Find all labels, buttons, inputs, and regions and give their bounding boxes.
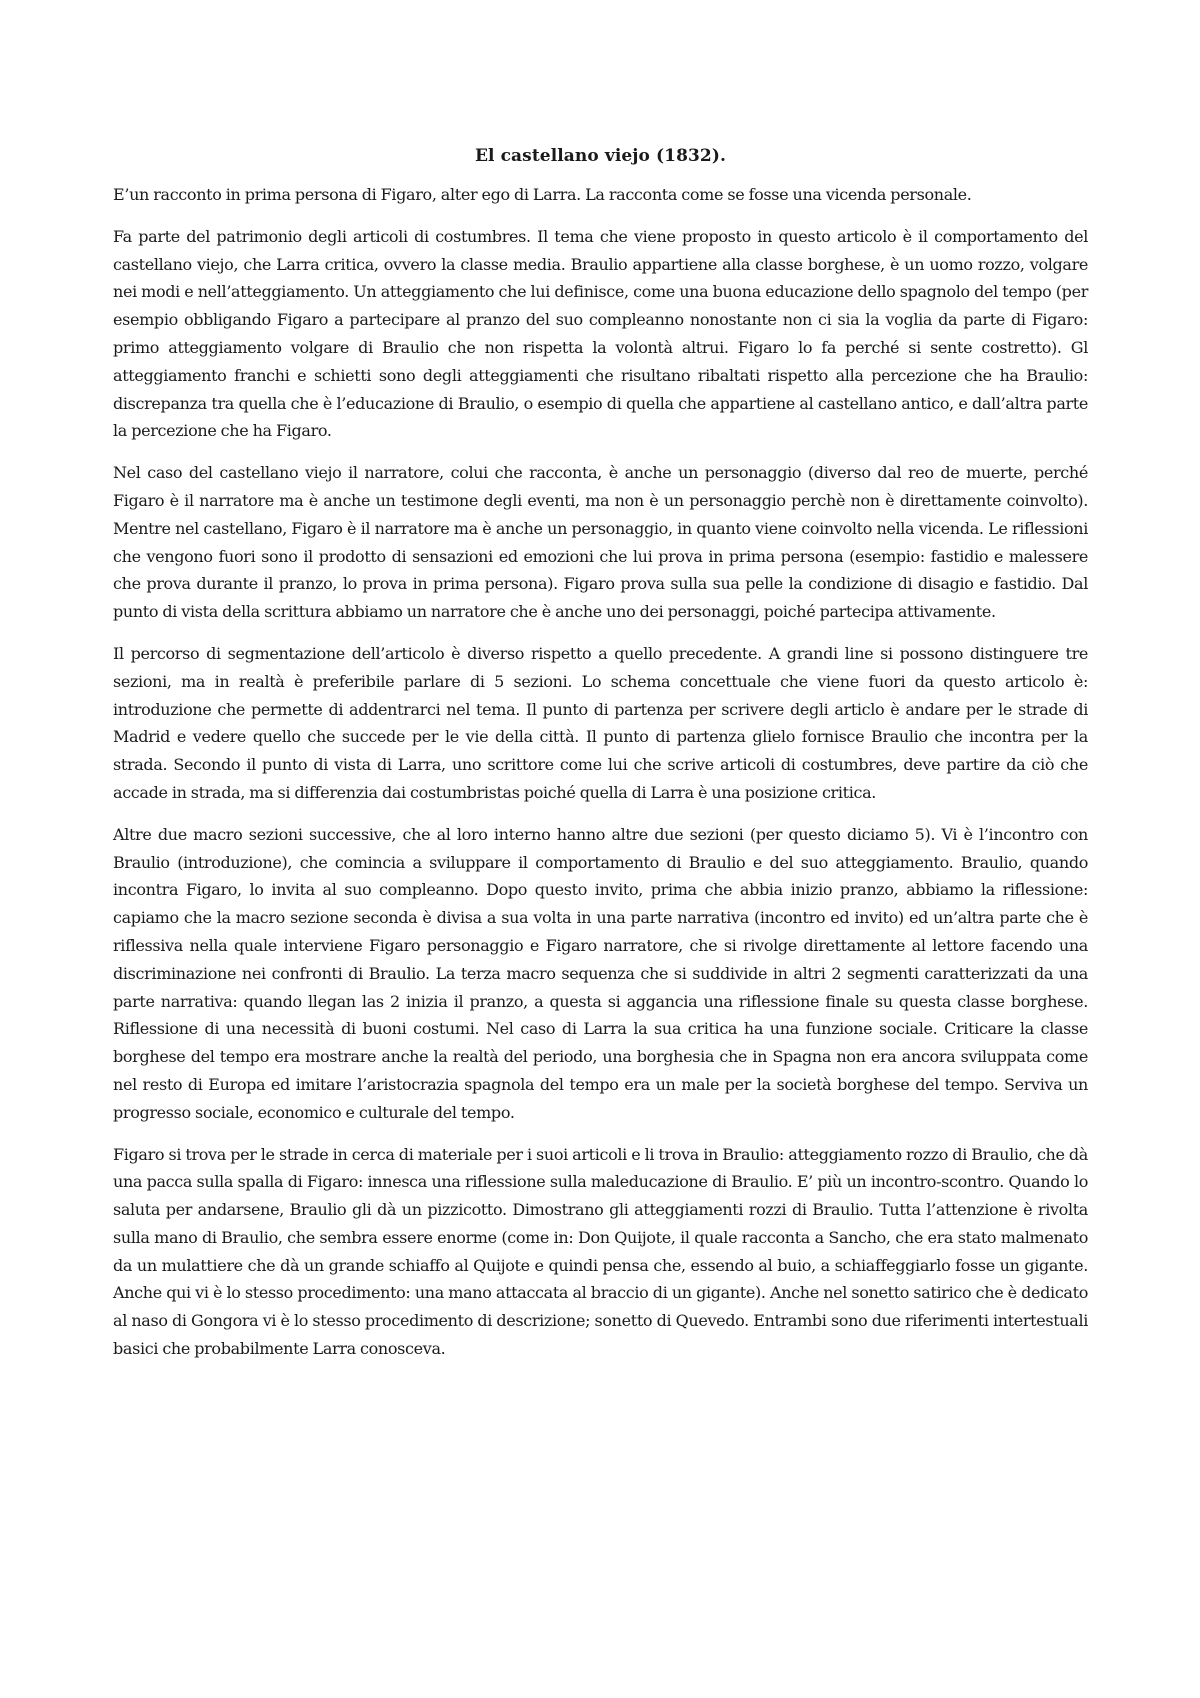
document-title: El castellano viejo (1832). [474,146,727,166]
paragraph-2: Fa parte del patrimonio degli articoli di costumbres. Il tema che viene proposto in questo articolo è il comportamento del castellano viejo, che Larra critica, ovvero la classe media. Braulio appartiene alla classe borghese, è un uomo rozzo, volgare nei modi e nell’atteggiamento. Un atteggiamento che lui definisce, come una buona educazione dello spagnolo del tempo (per esempio obbligando Figaro a partecipare al pranzo del suo compleanno nonostante non ci sia la voglia da parte di Figaro: primo atteggiamento volgare di Braulio che non rispetta la volontà altrui. Figaro lo fa perché si sente costretto). Gl atteggiamento franchi e schietti sono degli atteggiamenti che risultano ribaltati rispetto alla percezione che ha Braulio: discrepanza tra quella che è l’educazione di Braulio, o esempio di quella che appartiene al castellano antico, e dall’altra parte la percezione che ha Figaro. [113,226,1088,441]
paragraph-6: Figaro si trova per le strade in cerca di materiale per i suoi articoli e li trova in Braulio: atteggiamento rozzo di Braulio, che dà una pacca sulla spalla di Figaro: innesca una riflessione sulla maleducazione di Braulio. E’ più un incontro-scontro. Quando lo saluta per andarsene, Braulio gli dà un pizzicotto. Dimostrano gli atteggiamenti rozzi di Braulio. Tutta l’attenzione è rivolta sulla mano di Braulio, che sembra essere enorme (come in: Don Quijote, il quale racconta a Sancho, che era stato malmenato da un mulattiere che dà un grande schiaffo al Quijote e quindi pensa che, essendo al buio, a schiaffeggiarlo fosse un gigante. Anche qui vi è lo stesso procedimento: una mano attaccata al braccio di un gigante). Anche nel sonetto satirico che è dedicato al naso di Gongora vi è lo stesso procedimento di descrizione; sonetto di Quevedo. Entrambi sono due riferimenti intertestuali basici che probabilmente Larra conosceva. [113,1144,1088,1359]
paragraph-1: E’un racconto in prima persona di Figaro, alter ego di Larra. La racconta come se fosse una vicenda personale. [113,185,972,204]
paragraph-4: Il percorso di segmentazione dell’articolo è diverso rispetto a quello precedente. A grandi line si possono distinguere tre sezioni, ma in realtà è preferibile parlare di 5 sezioni. Lo schema concettuale che viene fuori da questo articolo è: introduzione che permette di addentrarci nel tema. Il punto di partenza per scrivere degli articlo è andare per le strade di Madrid e vedere quello che succede per le vie della città. Il punto di partenza glielo fornisce Braulio che incontra per la strada. Secondo il punto di vista di Larra, uno scrittore come lui che scrive articoli di costumbres, deve partire da ciò che accade in strada, ma si differenzia dai costumbristas poiché quella di Larra è una posizione critica. [113,643,1088,802]
paragraph-5: Altre due macro sezioni successive, che al loro interno hanno altre due sezioni (per questo diciamo 5). Vi è l’incontro con Braulio (introduzione), che comincia a sviluppare il comportamento di Braulio e del suo atteggiamento. Braulio, quando incontra Figaro, lo invita al suo compleanno. Dopo questo invito, prima che abbia inizio pranzo, abbiamo la riflessione: capiamo che la macro sezione seconda è divisa a sua volta in una parte narrativa (incontro ed invito) ed un’altra parte che è riflessiva nella quale interviene Figaro personaggio e Figaro narratore, che si rivolge direttamente al lettore facendo una discriminazione nei confronti di Braulio. La terza macro sequenza che si suddivide in altri 2 segmenti caratterizzati da una parte narrativa: quando llegan las 2 inizia il pranzo, a questa si aggancia una riflessione finale su questa classe borghese. Riflessione di una necessità di buoni costumi. Nel caso di Larra la sua critica ha una funzione sociale. Criticare la classe borghese del tempo era mostrare anche la realtà del periodo, una borghesia che in Spagna non era ancora sviluppata come nel resto di Europa ed imitare l’aristocrazia spagnola del tempo era un male per la società borghese del tempo. Serviva un progresso sociale, economico e culturale del tempo. [113,824,1088,1122]
document-body [113,181,1088,1363]
paragraph-3: Nel caso del castellano viejo il narratore, colui che racconta, è anche un personaggio (diverso dal reo de muerte, perché Figaro è il narratore ma è anche un testimone degli eventi, ma non è un personaggio perchè non è direttamente coinvolto). Mentre nel castellano, Figaro è il narratore ma è anche un personaggio, in quanto viene coinvolto nella vicenda. Le riflessioni che vengono fuori sono il prodotto di sensazioni ed emozioni che lui prova in prima persona (esempio: fastidio e malessere che prova durante il pranzo, lo prova in prima persona). Figaro prova sulla sua pelle la condizione di disagio e fastidio. Dal punto di vista della scrittura abbiamo un narratore che è anche uno dei personaggi, poiché partecipa attivamente. [113,463,1088,622]
